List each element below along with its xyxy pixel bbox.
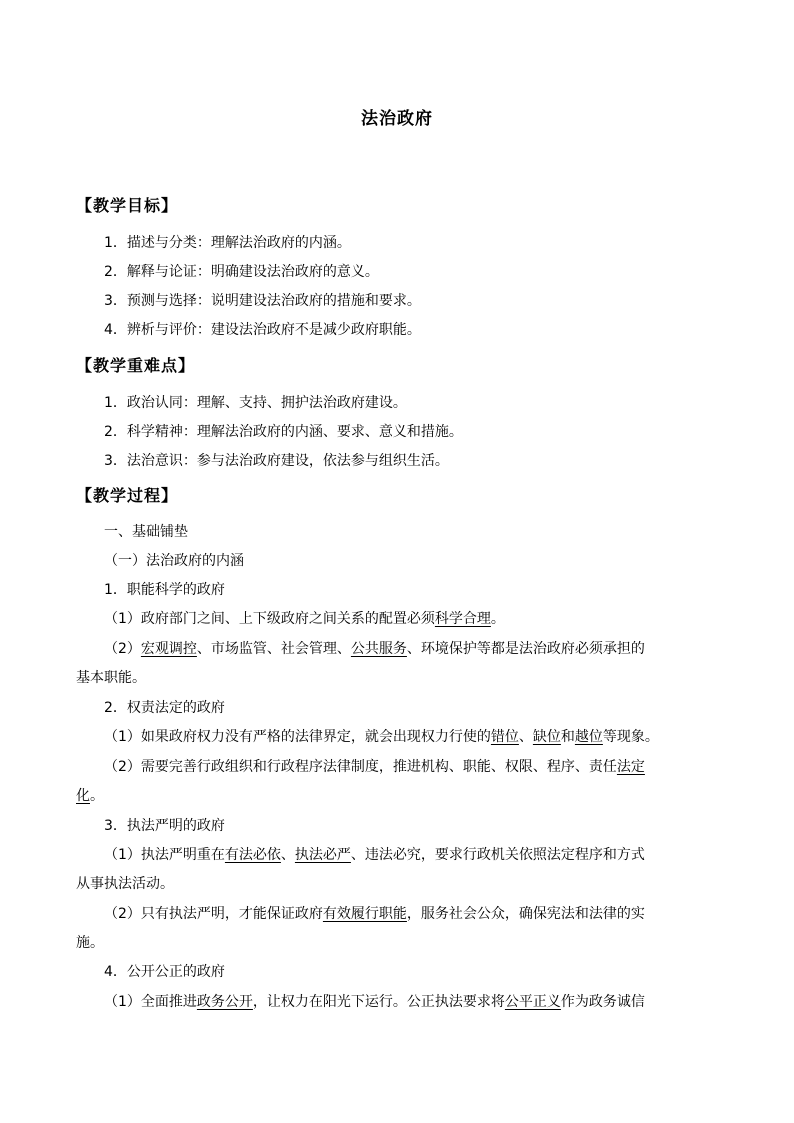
item-1-title: 1．职能科学的政府 (104, 582, 225, 598)
page-title: 法治政府 (361, 109, 433, 129)
goal-item-4: 4．辨析与评价：建设法治政府不是减少政府职能。 (104, 322, 421, 338)
underlined-answer: 宏观调控 (140, 641, 197, 657)
item-1-paragraph-2-continued: 基本职能。 (76, 670, 146, 686)
goal-item-1: 1．描述与分类：理解法治政府的内涵。 (104, 235, 351, 251)
item-4-paragraph-1: （1）全面推进政务公开，让权力在阳光下运行。公正执法要求将公平正义作为政务诚信 (104, 994, 645, 1010)
underlined-answer: 公共服务 (350, 641, 407, 657)
part-heading: 一、基础铺垫 (104, 524, 188, 540)
goal-item-2: 2．解释与论证：明确建设法治政府的意义。 (104, 264, 379, 280)
underlined-answer: 有法必依 (224, 847, 281, 863)
heading-teaching-goals: 【教学目标】 (76, 196, 179, 215)
item-4-title: 4．公开公正的政府 (104, 964, 225, 980)
underlined-answer: 越位 (574, 729, 603, 745)
item-2-paragraph-2: （2）需要完善行政组织和行政程序法律制度，推进机构、职能、权限、程序、责任法定 (104, 759, 645, 775)
underlined-answer: 执法必严 (294, 847, 351, 863)
key-point-item-1: 1．政治认同：理解、支持、拥护法治政府建设。 (104, 395, 407, 411)
underlined-answer: 化 (76, 788, 90, 804)
underlined-answer: 有效履行职能 (322, 906, 407, 922)
key-point-item-2: 2．科学精神：理解法治政府的内涵、要求、意义和措施。 (104, 424, 463, 440)
item-2-title: 2．权责法定的政府 (104, 700, 225, 716)
key-point-item-3: 3．法治意识：参与法治政府建设，依法参与组织生活。 (104, 453, 449, 469)
item-3-title: 3．执法严明的政府 (104, 818, 225, 834)
underlined-answer: 错位 (490, 729, 519, 745)
item-2-paragraph-2-continued: 化。 (76, 788, 104, 804)
item-2-paragraph-1: （1）如果政府权力没有严格的法律界定，就会出现权力行使的错位、缺位和越位等现象。 (104, 729, 659, 745)
item-3-paragraph-2-continued: 施。 (76, 935, 104, 951)
underlined-answer: 缺位 (532, 729, 561, 745)
underlined-answer: 政务公开 (196, 994, 253, 1010)
sub-heading: （一）法治政府的内涵 (104, 553, 244, 569)
heading-teaching-process: 【教学过程】 (76, 486, 179, 505)
underlined-answer: 科学合理 (434, 611, 491, 627)
item-1-paragraph-1: （1）政府部门之间、上下级政府之间关系的配置必须科学合理。 (104, 611, 505, 627)
item-3-paragraph-1-continued: 从事执法活动。 (76, 876, 174, 892)
underlined-answer: 法定 (616, 759, 645, 775)
item-1-paragraph-2: （2）宏观调控、市场监管、社会管理、公共服务、环境保护等都是法治政府必须承担的 (104, 641, 645, 657)
item-3-paragraph-2: （2）只有执法严明，才能保证政府有效履行职能，服务社会公众，确保宪法和法律的实 (104, 906, 645, 922)
heading-key-points: 【教学重难点】 (76, 356, 196, 375)
item-3-paragraph-1: （1）执法严明重在有法必依、执法必严、违法必究，要求行政机关依照法定程序和方式 (104, 847, 645, 863)
underlined-answer: 公平正义 (504, 994, 561, 1010)
goal-item-3: 3．预测与选择：说明建设法治政府的措施和要求。 (104, 293, 421, 309)
